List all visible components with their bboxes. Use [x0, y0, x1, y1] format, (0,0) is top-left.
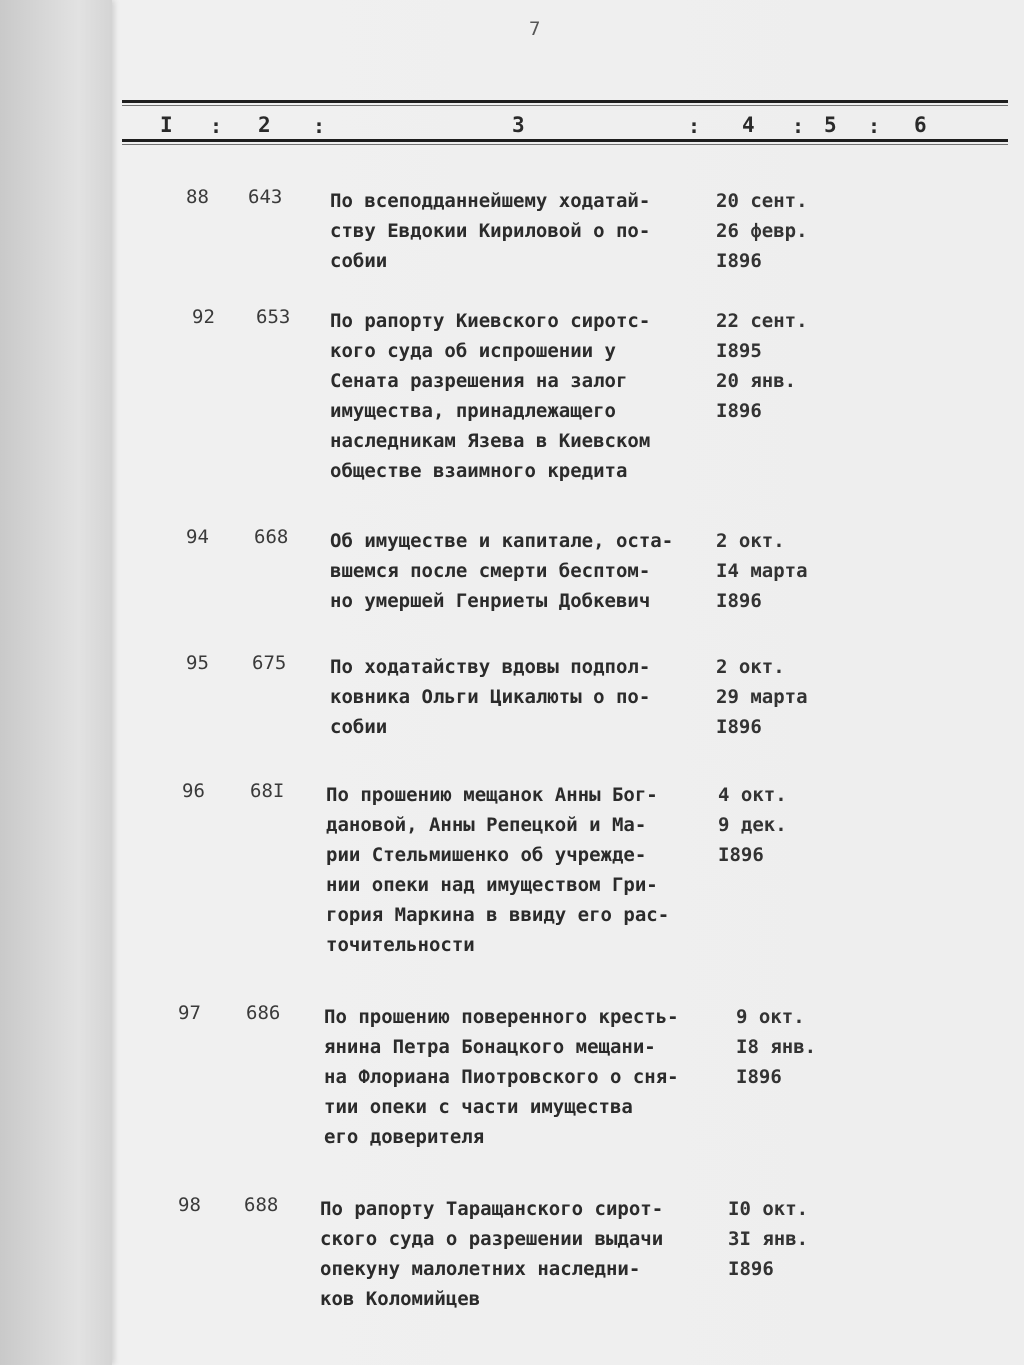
description-line: вшемся после смерти бесптом-	[330, 560, 651, 582]
entry-description	[330, 526, 750, 616]
file-number: 668	[254, 526, 289, 548]
header-separator: :	[792, 114, 805, 138]
file-number: 686	[246, 1002, 281, 1024]
date-line: I896	[716, 400, 762, 422]
description-line: ству Евдокии Кириловой о по-	[330, 220, 651, 242]
date-line: 9 окт.	[736, 1006, 805, 1028]
header-col-3: 3	[512, 113, 525, 137]
header-rule-top	[122, 100, 1008, 103]
date-line: I896	[716, 590, 762, 612]
entry-dates	[716, 526, 846, 616]
entry-number: 94	[186, 526, 209, 548]
header-col-1: I	[160, 113, 173, 137]
header-rule-bottom	[122, 139, 1008, 142]
description-line: имущества, принадлежащего	[330, 400, 616, 422]
date-line: I896	[716, 716, 762, 738]
header-separator: :	[313, 114, 326, 138]
header-col-5: 5	[824, 113, 837, 137]
date-line: I896	[736, 1066, 782, 1088]
entry-number: 88	[186, 186, 209, 208]
description-line: собии	[330, 716, 388, 738]
description-line: его доверителя	[324, 1126, 485, 1148]
header-col-4: 4	[742, 113, 755, 137]
header-rule-top-thin	[122, 105, 1008, 106]
description-line: Об имуществе и капитале, оста-	[330, 530, 674, 552]
description-line: По прошению мещанок Анны Бог-	[326, 784, 658, 806]
header-col-2: 2	[258, 113, 271, 137]
entry-dates	[736, 1002, 866, 1092]
description-line: рии Стельмишенко об учрежде-	[326, 844, 647, 866]
description-line: обществе взаимного кредита	[330, 460, 628, 482]
date-line: 26 февр.	[716, 220, 808, 242]
entry-dates	[716, 306, 846, 426]
date-line: I895	[716, 340, 762, 362]
entry-dates	[716, 652, 846, 742]
header-separator: :	[210, 114, 223, 138]
entry-description	[330, 306, 750, 486]
description-line: наследникам Язева в Киевском	[330, 430, 651, 452]
file-number: 643	[248, 186, 283, 208]
entry-number: 95	[186, 652, 209, 674]
file-number: 653	[256, 306, 291, 328]
date-line: I896	[716, 250, 762, 272]
date-line: 29 марта	[716, 686, 808, 708]
description-line: ковника Ольги Цикалюты о по-	[330, 686, 651, 708]
date-line: I4 марта	[716, 560, 808, 582]
header-rule-bottom-thin	[122, 144, 1008, 145]
entry-description	[324, 1002, 744, 1152]
date-line: 4 окт.	[718, 784, 787, 806]
description-line: По прошению поверенного кресть-	[324, 1006, 679, 1028]
description-line: По ходатайству вдовы подпол-	[330, 656, 651, 678]
description-line: гория Маркина в ввиду его рас-	[326, 904, 670, 926]
entry-description	[330, 186, 750, 276]
entry-dates	[716, 186, 846, 276]
description-line: янина Петра Бонацкого мещани-	[324, 1036, 656, 1058]
date-line: 2 окт.	[716, 530, 785, 552]
date-line: 3I янв.	[728, 1228, 809, 1250]
description-line: точительности	[326, 934, 475, 956]
header-separator: :	[688, 114, 701, 138]
entry-dates	[718, 780, 848, 870]
date-line: I0 окт.	[728, 1198, 809, 1220]
date-line: 20 янв.	[716, 370, 797, 392]
description-line: на Флориана Пиотровского о сня-	[324, 1066, 679, 1088]
entry-number: 96	[182, 780, 205, 802]
header-col-6: 6	[914, 113, 927, 137]
description-line: тии опеки с части имущества	[324, 1096, 633, 1118]
description-line: опекуну малолетних наследни-	[320, 1258, 641, 1280]
file-number: 675	[252, 652, 287, 674]
description-line: но умершей Генриеты Добкевич	[330, 590, 651, 612]
date-line: 22 сент.	[716, 310, 808, 332]
entry-description	[330, 652, 750, 742]
description-line: нии опеки над имуществом Гри-	[326, 874, 658, 896]
page-number: 7	[529, 18, 541, 40]
description-line: кого суда об испрошении у	[330, 340, 616, 362]
header-separator: :	[868, 114, 881, 138]
entry-description	[326, 780, 746, 960]
entry-description	[320, 1194, 740, 1314]
file-number: 688	[244, 1194, 279, 1216]
date-line: I896	[718, 844, 764, 866]
description-line: Сената разрешения на залог	[330, 370, 628, 392]
description-line: собии	[330, 250, 388, 272]
description-line: ков Коломийцев	[320, 1288, 481, 1310]
description-line: По всеподданнейшему ходатай-	[330, 190, 651, 212]
file-number: 68I	[250, 780, 285, 802]
description-line: По рапорту Киевского сиротс-	[330, 310, 651, 332]
date-line: 9 дек.	[718, 814, 787, 836]
date-line: 20 сент.	[716, 190, 808, 212]
description-line: По рапорту Таращанского сирот-	[320, 1198, 664, 1220]
description-line: дановой, Анны Репецкой и Ма-	[326, 814, 647, 836]
entry-dates	[728, 1194, 858, 1284]
entry-number: 92	[192, 306, 215, 328]
date-line: I8 янв.	[736, 1036, 817, 1058]
description-line: ского суда о разрешении выдачи	[320, 1228, 664, 1250]
date-line: 2 окт.	[716, 656, 785, 678]
book-binding	[0, 0, 112, 1365]
date-line: I896	[728, 1258, 774, 1280]
entry-number: 98	[178, 1194, 201, 1216]
entry-number: 97	[178, 1002, 201, 1024]
